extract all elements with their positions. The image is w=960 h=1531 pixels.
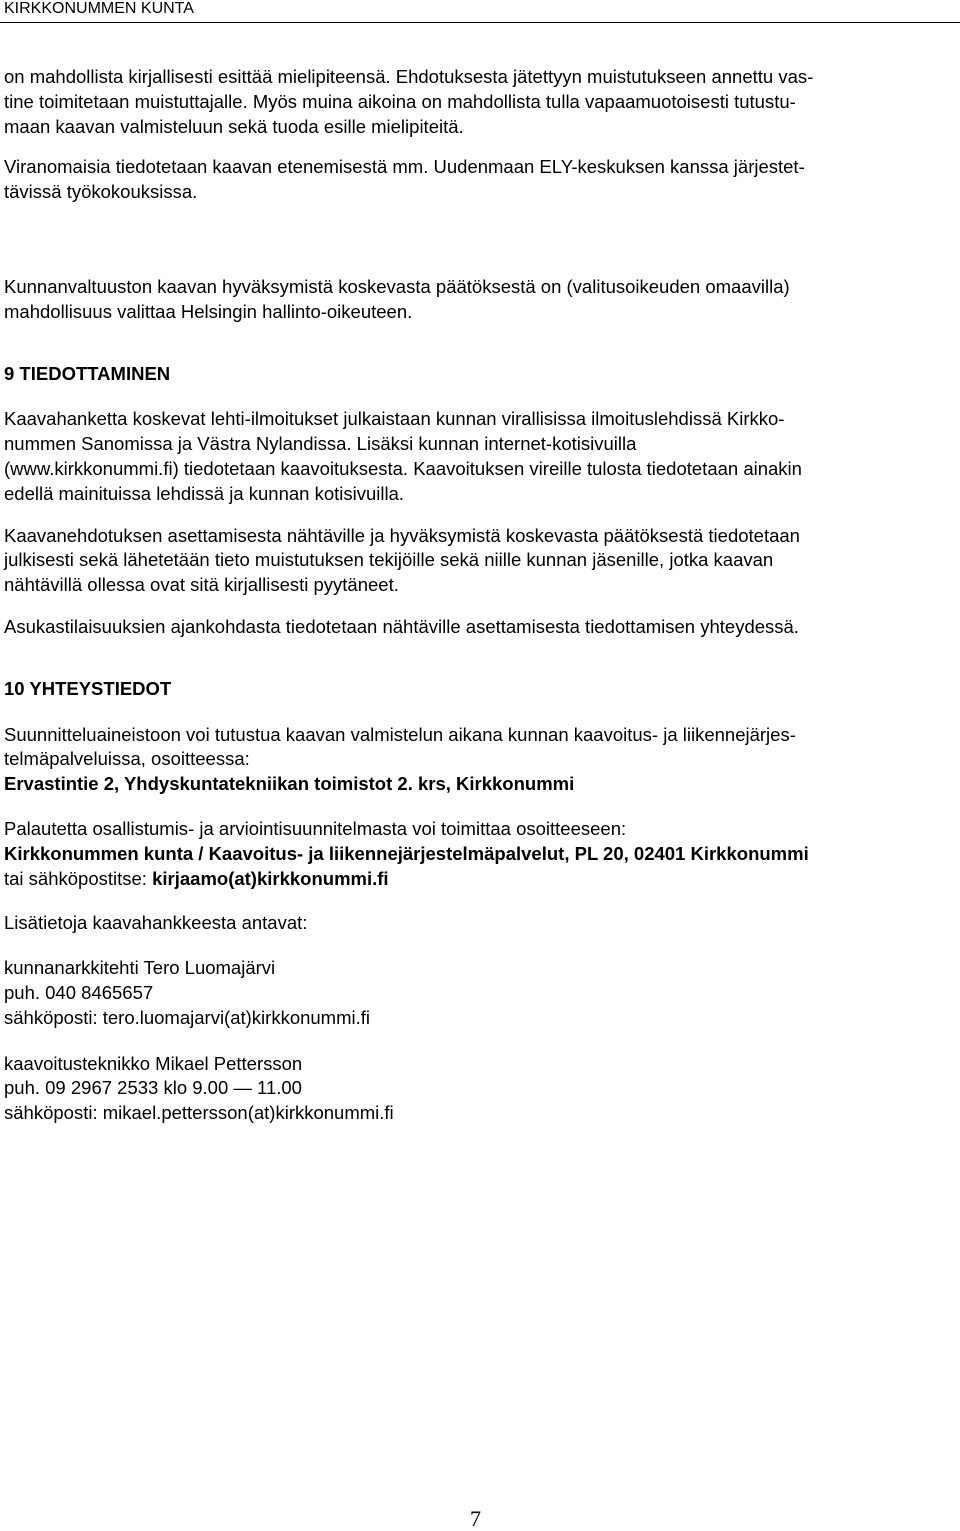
contact-phone: puh. 040 8465657 (4, 981, 154, 1003)
paragraph-resident-events (4, 615, 956, 640)
email-prefix: tai sähköpostitse: (4, 867, 153, 889)
text-line: tine toimitetaan muistuttajalle. Myös muina aikoina on mahdollista tulla vapaamuotoisesti tutustu- (4, 90, 796, 112)
contact-card-technician (4, 1052, 956, 1126)
heading-text: 9 TIEDOTTAMINEN (4, 362, 171, 384)
text-line: mahdollisuus valittaa Helsingin hallinto-oikeuteen. (4, 300, 413, 322)
paragraph-announcements (4, 407, 956, 506)
paragraph-appeal (4, 275, 956, 325)
text-line: (www.kirkkonummi.fi) tiedotetaan kaavoituksesta. Kaavoituksen vireille tulosta tiedotetaan ainakin (4, 457, 802, 479)
contact-phone: puh. 09 2967 2533 klo 9.00 — 11.00 (4, 1077, 302, 1099)
text-line: Kunnanvaltuuston kaavan hyväksymistä koskevasta päätöksestä on (valitusoikeuden omaavilla) (4, 275, 790, 297)
contact-email[interactable]: sähköposti: tero.luomajarvi(at)kirkkonummi.fi (4, 1006, 371, 1028)
paragraph-authorities (4, 155, 956, 205)
paragraph-feedback-options (4, 65, 956, 139)
text-line: tävissä työkokouksissa. (4, 181, 198, 203)
paragraph-materials-location (4, 723, 956, 797)
text-line: maan kaavan valmisteluun sekä tuoda esille mielipiteitä. (4, 115, 464, 137)
text-line: nummen Sanomissa ja Västra Nylandissa. Lisäksi kunnan internet-kotisivuilla (4, 433, 637, 455)
email-line (4, 867, 956, 892)
paragraph-feedback-address (4, 817, 956, 891)
contact-email[interactable]: sähköposti: mikael.pettersson(at)kirkkonummi.fi (4, 1102, 394, 1124)
text-line: Suunnitteluaineistoon voi tutustua kaavan valmistelun aikana kunnan kaavoitus- ja liikennejärjes- (4, 723, 796, 745)
text-line: Asukastilaisuuksien ajankohdasta tiedotetaan nähtäville asettamisesta tiedottamisen yhteydessä. (4, 615, 799, 637)
section-heading-tiedottaminen (4, 362, 956, 387)
postal-address-line: Kirkkonummen kunta / Kaavoitus- ja liikennejärjestelmäpalvelut, PL 20, 02401 Kirkkonummi (4, 842, 809, 864)
page-number: 7 (470, 1506, 481, 1531)
page-header (0, 0, 960, 23)
text-line: Lisätietoja kaavahankkeesta antavat: (4, 912, 308, 934)
text-line: telmäpalveluissa, osoitteessa: (4, 748, 250, 770)
text-line: edellä mainituissa lehdissä ja kunnan kotisivuilla. (4, 482, 405, 504)
text-line: julkisesti sekä lähetetään tieto muistutuksen tekijöille sekä niille kunnan jäsenille, jotka kaavan (4, 549, 774, 571)
document-body (4, 65, 956, 1126)
text-line: on mahdollista kirjallisesti esittää mielipiteensä. Ehdotuksesta jätettyyn muistutukseen annettu vas- (4, 66, 814, 87)
contact-name: kaavoitusteknikko Mikael Pettersson (4, 1052, 303, 1074)
text-line: Kaavanehdotuksen asettamisesta nähtäville ja hyväksymistä koskevasta päätöksestä tiedotetaan (4, 524, 800, 546)
paragraph-more-info (4, 911, 956, 936)
contact-card-architect (4, 956, 956, 1030)
heading-text: 10 YHTEYSTIEDOT (4, 677, 172, 699)
text-line: Kaavahanketta koskevat lehti-ilmoitukset julkaistaan kunnan virallisissa ilmoituslehdissä Kirkko- (4, 408, 785, 430)
address-line: Ervastintie 2, Yhdyskuntatekniikan toimistot 2. krs, Kirkkonummi (4, 773, 575, 795)
paragraph-proposal-notice (4, 524, 956, 598)
section-heading-yhteystiedot (4, 677, 956, 702)
text-line: nähtävillä ollessa ovat sitä kirjallisesti pyytäneet. (4, 574, 399, 596)
email-address-link[interactable]: kirjaamo(at)kirkkonummi.fi (152, 867, 389, 889)
header-title: KIRKKONUMMEN KUNTA (4, 0, 194, 17)
text-line: Viranomaisia tiedotetaan kaavan etenemisestä mm. Uudenmaan ELY-keskuksen kanssa järjestet- (4, 156, 805, 178)
contact-name: kunnanarkkitehti Tero Luomajärvi (4, 957, 276, 979)
text-line: Palautetta osallistumis- ja arviointisuunnitelmasta voi toimittaa osoitteeseen: (4, 817, 627, 839)
